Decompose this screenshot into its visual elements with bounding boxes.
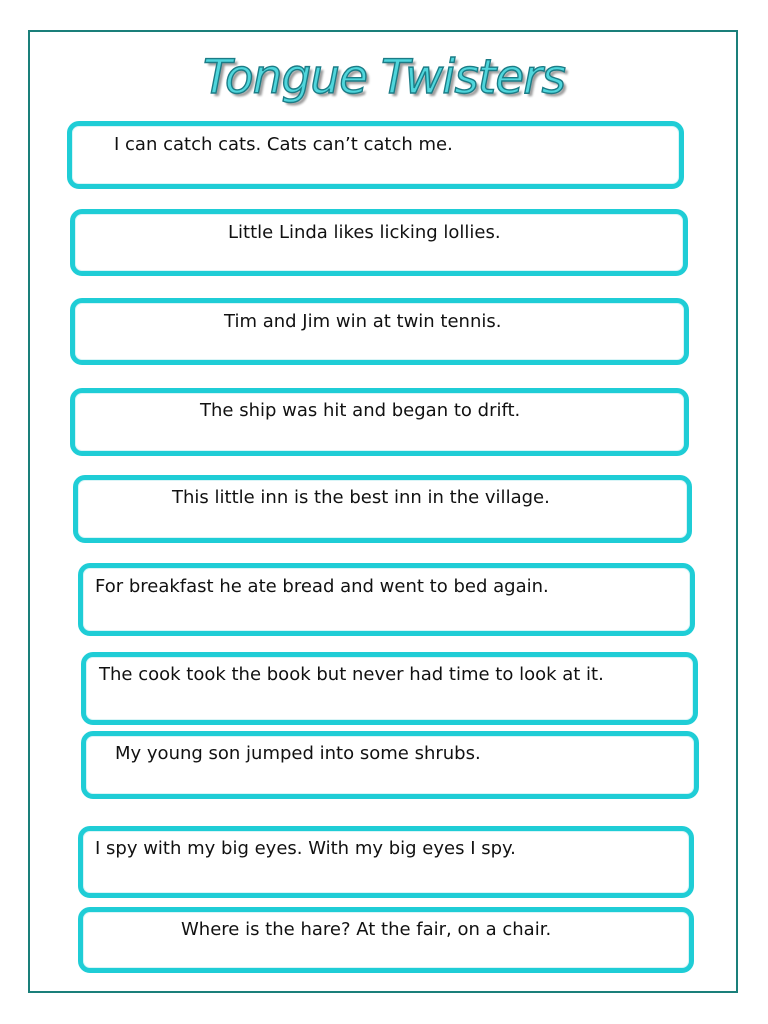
twister-text-6: For breakfast he ate bread and went to bed again.: [95, 576, 549, 597]
twister-text-7: The cook took the book but never had time to look at it.: [99, 664, 604, 685]
twister-box-7: [81, 652, 698, 725]
page-title: Tongue Twisters: [203, 50, 565, 105]
twister-text-2: Little Linda likes licking lollies.: [228, 222, 501, 243]
twister-text-8: My young son jumped into some shrubs.: [115, 743, 481, 764]
twister-box-4: [70, 388, 689, 456]
twister-text-9: I spy with my big eyes. With my big eyes I spy.: [95, 838, 516, 859]
twister-text-1: I can catch cats. Cats can’t catch me.: [114, 134, 453, 155]
twister-text-10: Where is the hare? At the fair, on a chair.: [181, 919, 552, 940]
twister-box-9: [78, 826, 694, 898]
twister-box-5: [73, 475, 692, 543]
twister-text-4: The ship was hit and began to drift.: [200, 400, 521, 421]
twister-text-5: This little inn is the best inn in the village.: [172, 487, 550, 508]
twister-box-8: [81, 731, 699, 799]
twister-box-6: [78, 563, 695, 636]
twister-text-3: Tim and Jim win at twin tennis.: [224, 311, 502, 332]
